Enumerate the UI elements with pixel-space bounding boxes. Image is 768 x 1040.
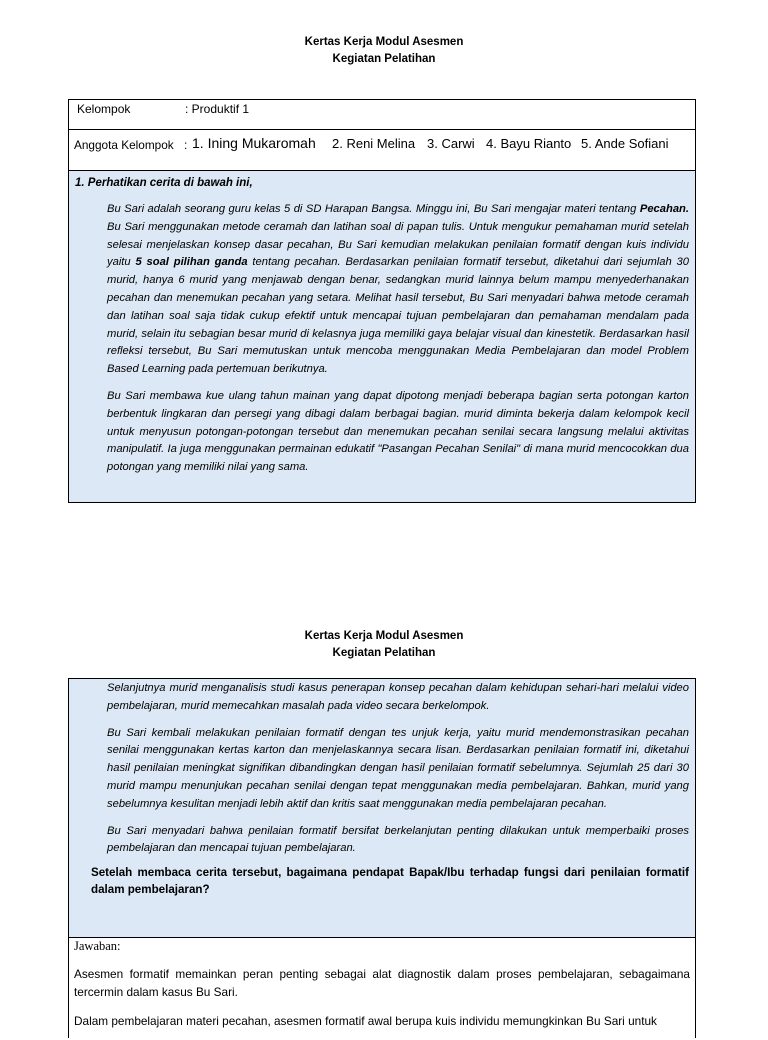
story-paragraph-2: Bu Sari membawa kue ulang tahun mainan yang dapat dipotong menjadi beberapa bagian serta potongan karton berbentuk lingkaran dan persegi yang dibagi dalam berbagai bagian. murid diminta bekerja dalam kelompok kecil untuk menyusun potongan-potongan tersebut dan menemukan pecahan senilai secara langsung melalui aktivitas manipulatif. Ia juga menggunakan permainan edukatif "Pasangan Pecahan Senilai" di mana murid mencocokkan dua potongan yang memiliki nilai yang sama.: [107, 389, 689, 474]
story-paragraph-5: Bu Sari menyadari bahwa penilaian formatif bersifat berkelanjutan penting dilakukan untuk memperbaiki proses pembelajaran dan mencapai tujuan pembelajaran.: [107, 824, 689, 855]
para1-part-e: tentang pecahan. Berdasarkan penilaian formatif tersebut, diketahui dari sejumlah 30 murid, hanya 6 murid yang menjawab dengan benar, sedangkan murid lainnya belum mampu menyederhanakan pecahan dan menemukan pecahan yang setara. Melihat hasil tersebut, Bu Sari menyadari bahwa metode ceramah dan latihan soal saja tidak cukup efektif untuk mencapai tujuan pembelajaran dan pemahaman mendalam pada murid, selain itu sebagian besar murid di kelasnya juga memiliki gaya belajar visual dan kinestetik. Berdasarkan hasil refleksi tersebut, Bu Sari memutuskan untuk mencoba menggunakan Media Pembelajaran dan model Problem Based Learning pada pertemuan berikutnya.: [107, 256, 689, 376]
page-subtitle: Kegiatan Pelatihan: [332, 53, 436, 65]
page-2-subtitle: Kegiatan Pelatihan: [332, 647, 436, 659]
para1-part-b: Pecahan.: [639, 203, 689, 215]
para1-part-a: Bu Sari adalah seorang guru kelas 5 di SD Harapan Bangsa. Minggu ini, Bu Sari mengajar materi tentang: [107, 203, 640, 215]
answer-paragraph-1: Asesmen formatif memainkan peran penting sebagai alat diagnostik dalam proses pembelajaran, sebagaimana tercermin dalam kasus Bu Sari.: [74, 967, 690, 999]
story-paragraph-4: Bu Sari kembali melakukan penilaian formatif dengan tes unjuk kerja, yaitu murid mendemonstrasikan pecahan senilai menggunakan kertas karton dan menjelaskannya secara lisan. Berdasarkan penilaian formatif ini, diketahui hasil penilaian meningkat signifikan dibandingkan dengan hasil penilaian formatif sebelumnya. Sejumlah 25 dari 30 murid mampu menunjukan pecahan senilai dengan tepat menggunakan media pembelajaran. Bahkan, murid yang sebelumnya kesulitan menjadi lebih aktif dan kritis saat menggunakan media pembelajaran pecahan.: [107, 726, 689, 810]
answer-paragraph-2: Dalam pembelajaran materi pecahan, asesmen formatif awal berupa kuis individu memungkinkan Bu Sari untuk: [74, 1014, 657, 1028]
anggota-label: Anggota Kelompok: [74, 138, 174, 152]
worksheet-table: [68, 99, 696, 503]
question-heading: 1. Perhatikan cerita di bawah ini,: [75, 177, 253, 189]
member-1: 1. Ining Mukaromah: [192, 135, 316, 151]
worksheet-table-continued: [68, 678, 696, 1038]
kelompok-label: Kelompok: [77, 102, 131, 116]
page-2-title: Kertas Kerja Modul Asesmen: [304, 630, 464, 642]
member-3: 3. Carwi: [427, 136, 475, 151]
story-section: [69, 171, 695, 502]
kelompok-value: : Produktif 1: [185, 102, 250, 116]
anggota-separator: :: [184, 138, 188, 152]
member-2: 2. Reni Melina: [332, 136, 416, 151]
anggota-row: [69, 130, 695, 171]
answer-section: [69, 939, 695, 1040]
story-section-continued: [69, 679, 695, 938]
answer-label: Jawaban:: [74, 939, 121, 953]
para1-part-d: 5 soal pilihan ganda: [135, 256, 248, 269]
para1-part-c: Bu Sari menggunakan metode ceramah dan latihan soal di papan tulis. Untuk mengukur pemahaman murid setelah selesai menjelaskan konsep dasar pecahan, Bu Sari kemudian melakukan penilaian formatif dengan kuis individu yaitu: [107, 220, 689, 269]
member-4: 4. Bayu Rianto: [486, 136, 572, 151]
member-5: 5. Ande Sofiani: [581, 136, 669, 151]
page-title: Kertas Kerja Modul Asesmen: [304, 36, 464, 48]
kelompok-row: [69, 100, 695, 130]
question-text: Setelah membaca cerita tersebut, bagaimana pendapat Bapak/Ibu terhadap fungsi dari penilaian formatif dalam pembelajaran?: [91, 866, 689, 897]
story-paragraph-3: Selanjutnya murid menganalisis studi kasus penerapan konsep pecahan dalam kehidupan sehari-hari melalui video pembelajaran, murid memecahkan masalah pada video secara berkelompok.: [107, 682, 689, 712]
story-paragraph-1: [107, 201, 689, 379]
